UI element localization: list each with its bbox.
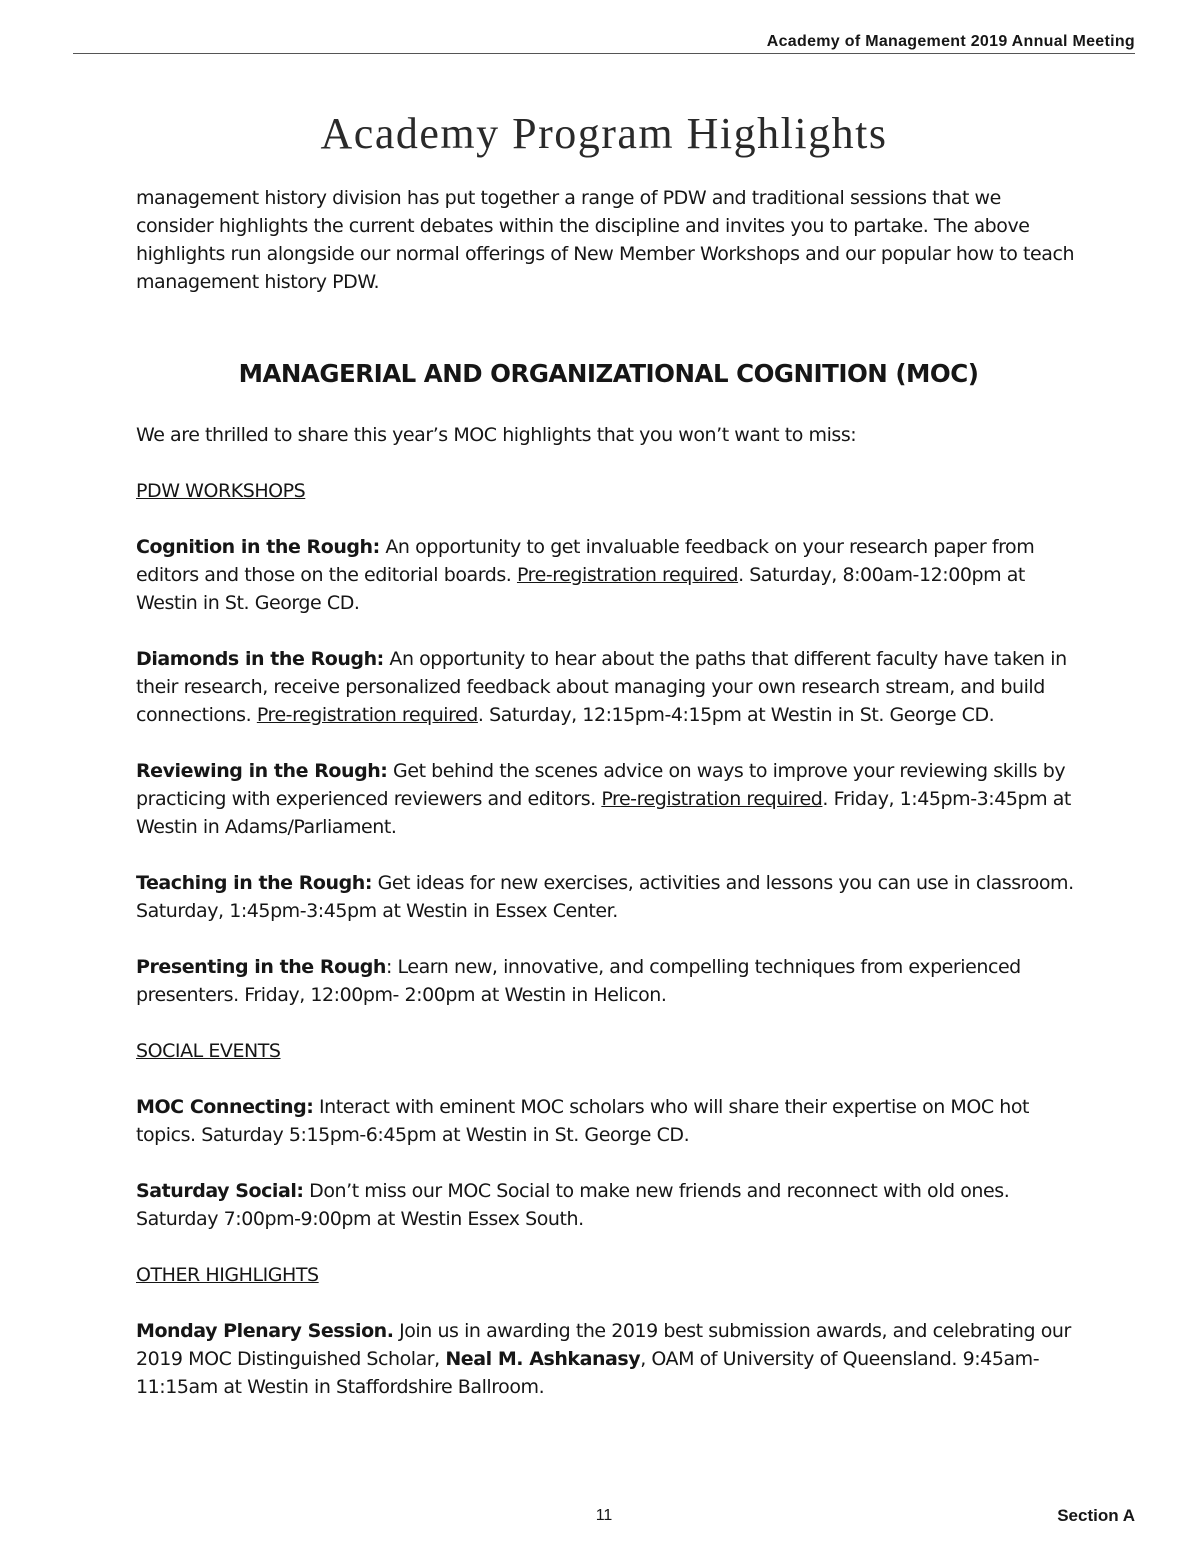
preregistration-link[interactable]: Pre-registration required (601, 788, 823, 810)
moc-section-heading: MANAGERIAL AND ORGANIZATIONAL COGNITION (MOC) (238, 359, 979, 388)
pdw-item-desc: An opportunity to get invaluable feedback on your research paper from editors and those on the editorial boards. (136, 536, 1035, 586)
pdw-item-desc: Get ideas for new exercises, activities and lessons you can use in classroom. Saturday, 1:45pm-3:45pm at Westin in Essex Center. (136, 872, 1074, 922)
other-item-plenary (136, 1317, 1081, 1401)
pdw-item-title: Reviewing in the Rough: (136, 760, 388, 782)
pdw-item-desc: An opportunity to hear about the paths that different faculty have taken in their research, receive personalized feedback about managing your own research stream, and build connections. (136, 648, 1067, 726)
pdw-item-schedule: . Friday, 1:45pm-3:45pm at Westin in Adams/Parliament. (136, 788, 1071, 838)
moc-lead-paragraph: We are thrilled to share this year’s MOC highlights that you won’t want to miss: (136, 424, 857, 446)
page-number: 11 (595, 1507, 613, 1524)
intro-paragraph: management history division has put together a range of PDW and traditional sessions that we consider highlights the current debates within the discipline and invites you to partake. The above highlights run alongside our normal offerings of New Member Workshops and our popular how to teach management history PDW. (136, 187, 1075, 293)
other-highlights-subheading: OTHER HIGHLIGHTS (136, 1264, 319, 1286)
pdw-item-title: Diamonds in the Rough: (136, 648, 384, 670)
preregistration-link[interactable]: Pre-registration required (516, 564, 739, 586)
page-content (136, 184, 1081, 1401)
social-item-desc: Don’t miss our MOC Social to make new friends and reconnect with old ones. Saturday 7:00pm-9:00pm at Westin Essex South. (136, 1180, 1010, 1230)
running-header-title: Academy of Management 2019 Annual Meeting (766, 33, 1135, 50)
page-title: Academy Program Highlights (320, 109, 888, 158)
social-item-saturday-social (136, 1177, 1081, 1233)
pdw-item-diamonds (136, 645, 1081, 729)
running-header (73, 33, 1135, 54)
pdw-item-reviewing (136, 757, 1081, 841)
pdw-item-desc: Get behind the scenes advice on ways to improve your reviewing skills by practicing with experienced reviewers and editors. (136, 760, 1066, 810)
pdw-item-schedule: . Saturday, 12:15pm-4:15pm at Westin in St. George CD. (477, 704, 995, 726)
pdw-item-title: Teaching in the Rough: (136, 872, 372, 894)
pdw-item-cognition (136, 533, 1081, 617)
section-label: Section A (1057, 1506, 1135, 1525)
pdw-item-teaching (136, 869, 1081, 925)
pdw-item-presenting (136, 953, 1081, 1009)
social-events-subheading: SOCIAL EVENTS (136, 1040, 281, 1062)
distinguished-scholar-name: Neal M. Ashkanasy (445, 1348, 641, 1370)
other-item-title: Monday Plenary Session. (136, 1320, 394, 1342)
pdw-item-schedule: . Saturday, 8:00am-12:00pm at Westin in St. George CD. (136, 564, 1025, 614)
other-item-schedule: , OAM of University of Queensland. 9:45am-11:15am at Westin in Staffordshire Ballroom. (136, 1348, 1040, 1398)
social-item-title: Saturday Social: (136, 1180, 304, 1202)
pdw-item-title: Cognition in the Rough: (136, 536, 380, 558)
pdw-item-title: Presenting in the Rough (136, 956, 386, 978)
social-item-connecting (136, 1093, 1081, 1149)
social-item-desc: Interact with eminent MOC scholars who will share their expertise on MOC hot topics. Saturday 5:15pm-6:45pm at Westin in St. George CD. (136, 1096, 1030, 1146)
preregistration-link[interactable]: Pre-registration required (256, 704, 478, 726)
pdw-workshops-subheading: PDW WORKSHOPS (136, 480, 306, 502)
other-item-desc: Join us in awarding the 2019 best submission awards, and celebrating our 2019 MOC Distinguished Scholar, (136, 1320, 1071, 1370)
social-item-title: MOC Connecting: (136, 1096, 314, 1118)
pdw-item-desc: : Learn new, innovative, and compelling techniques from experienced presenters. Friday, 12:00pm- 2:00pm at Westin in Helicon. (136, 956, 1021, 1006)
